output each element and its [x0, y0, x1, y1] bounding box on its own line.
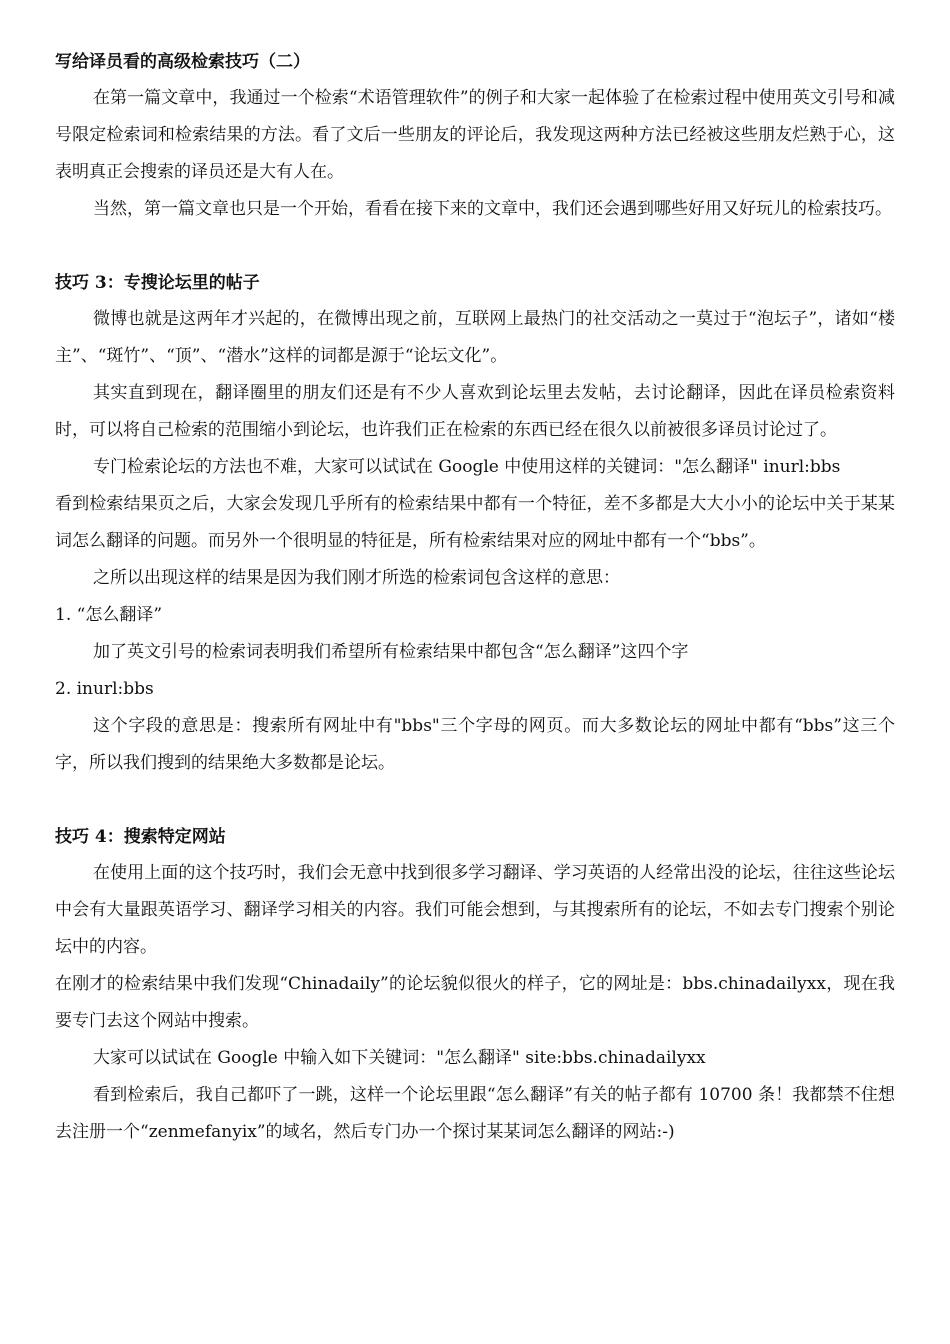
list-item-2-description: 这个字段的意思是：搜索所有网址中有"bbs"三个字母的网页。而大多数论坛的网址中都有“bbs”这三个字，所以我们搜到的结果绝大多数都是论坛。: [55, 716, 895, 773]
list-item-1-label: 1. “怎么翻译”: [55, 605, 163, 625]
section-3-paragraph-3: 专门检索论坛的方法也不难，大家可以试试在 Google 中使用这样的关键词："怎么翻译" inurl:bbs: [93, 457, 841, 477]
section-4-heading: 技巧 4：搜索特定网站: [55, 827, 226, 847]
section-4-paragraph-4: 看到检索后，我自己都吓了一跳，这样一个论坛里跟“怎么翻译”有关的帖子都有 10700 条！我都禁不住想去注册一个“zenmefanyix”的域名，然后专门办一个探讨某某词怎么翻译的网站:-): [55, 1085, 895, 1142]
section-3-paragraph-2: 其实直到现在，翻译圈里的朋友们还是有不少人喜欢到论坛里去发帖，去讨论翻译，因此在译员检索资料时，可以将自己检索的范围缩小到论坛，也许我们正在检索的东西已经在很久以前被很多译员讨论过了。: [55, 383, 895, 440]
list-item-2-label: 2. inurl:bbs: [55, 679, 154, 699]
section-spacer: [55, 782, 895, 819]
section-spacer: [55, 228, 895, 265]
section-3-paragraph-5: 之所以出现这样的结果是因为我们刚才所选的检索词包含这样的意思：: [93, 568, 620, 588]
section-3-paragraph-4: 看到检索结果页之后，大家会发现几乎所有的检索结果中都有一个特征，差不多都是大大小小的论坛中关于某某词怎么翻译的问题。而另外一个很明显的特征是，所有检索结果对应的网址中都有一个“bbs”。: [55, 494, 895, 551]
section-3-heading: 技巧 3：专搜论坛里的帖子: [55, 273, 260, 293]
list-item-1-description: 加了英文引号的检索词表明我们希望所有检索结果中都包含“怎么翻译”这四个字: [93, 642, 689, 662]
intro-paragraph-2: 当然，第一篇文章也只是一个开始，看看在接下来的文章中，我们还会遇到哪些好用又好玩儿的检索技巧。: [93, 199, 892, 219]
document-title: 写给译员看的高级检索技巧（二）: [55, 52, 310, 72]
section-4-paragraph-1: 在使用上面的这个技巧时，我们会无意中找到很多学习翻译、学习英语的人经常出没的论坛，往往这些论坛中会有大量跟英语学习、翻译学习相关的内容。我们可能会想到，与其搜索所有的论坛，不如去专门搜索个别论坛中的内容。: [55, 863, 895, 957]
intro-paragraph-1: 在第一篇文章中，我通过一个检索“术语管理软件”的例子和大家一起体验了在检索过程中使用英文引号和减号限定检索词和检索结果的方法。看了文后一些朋友的评论后，我发现这两种方法已经被这些朋友烂熟于心，这表明真正会搜索的译员还是大有人在。: [55, 88, 895, 182]
section-3-paragraph-1: 微博也就是这两年才兴起的，在微博出现之前，互联网上最热门的社交活动之一莫过于“泡坛子”，诸如“楼主”、“斑竹”、“顶”、“潜水”这样的词都是源于“论坛文化”。: [55, 309, 895, 366]
document-page: [55, 44, 895, 1151]
section-4-paragraph-2: 在刚才的检索结果中我们发现“Chinadaily”的论坛貌似很火的样子，它的网址是：bbs.chinadailyxx，现在我要专门去这个网站中搜索。: [55, 974, 895, 1031]
section-4-paragraph-3: 大家可以试试在 Google 中输入如下关键词："怎么翻译" site:bbs.chinadailyxx: [93, 1048, 706, 1068]
